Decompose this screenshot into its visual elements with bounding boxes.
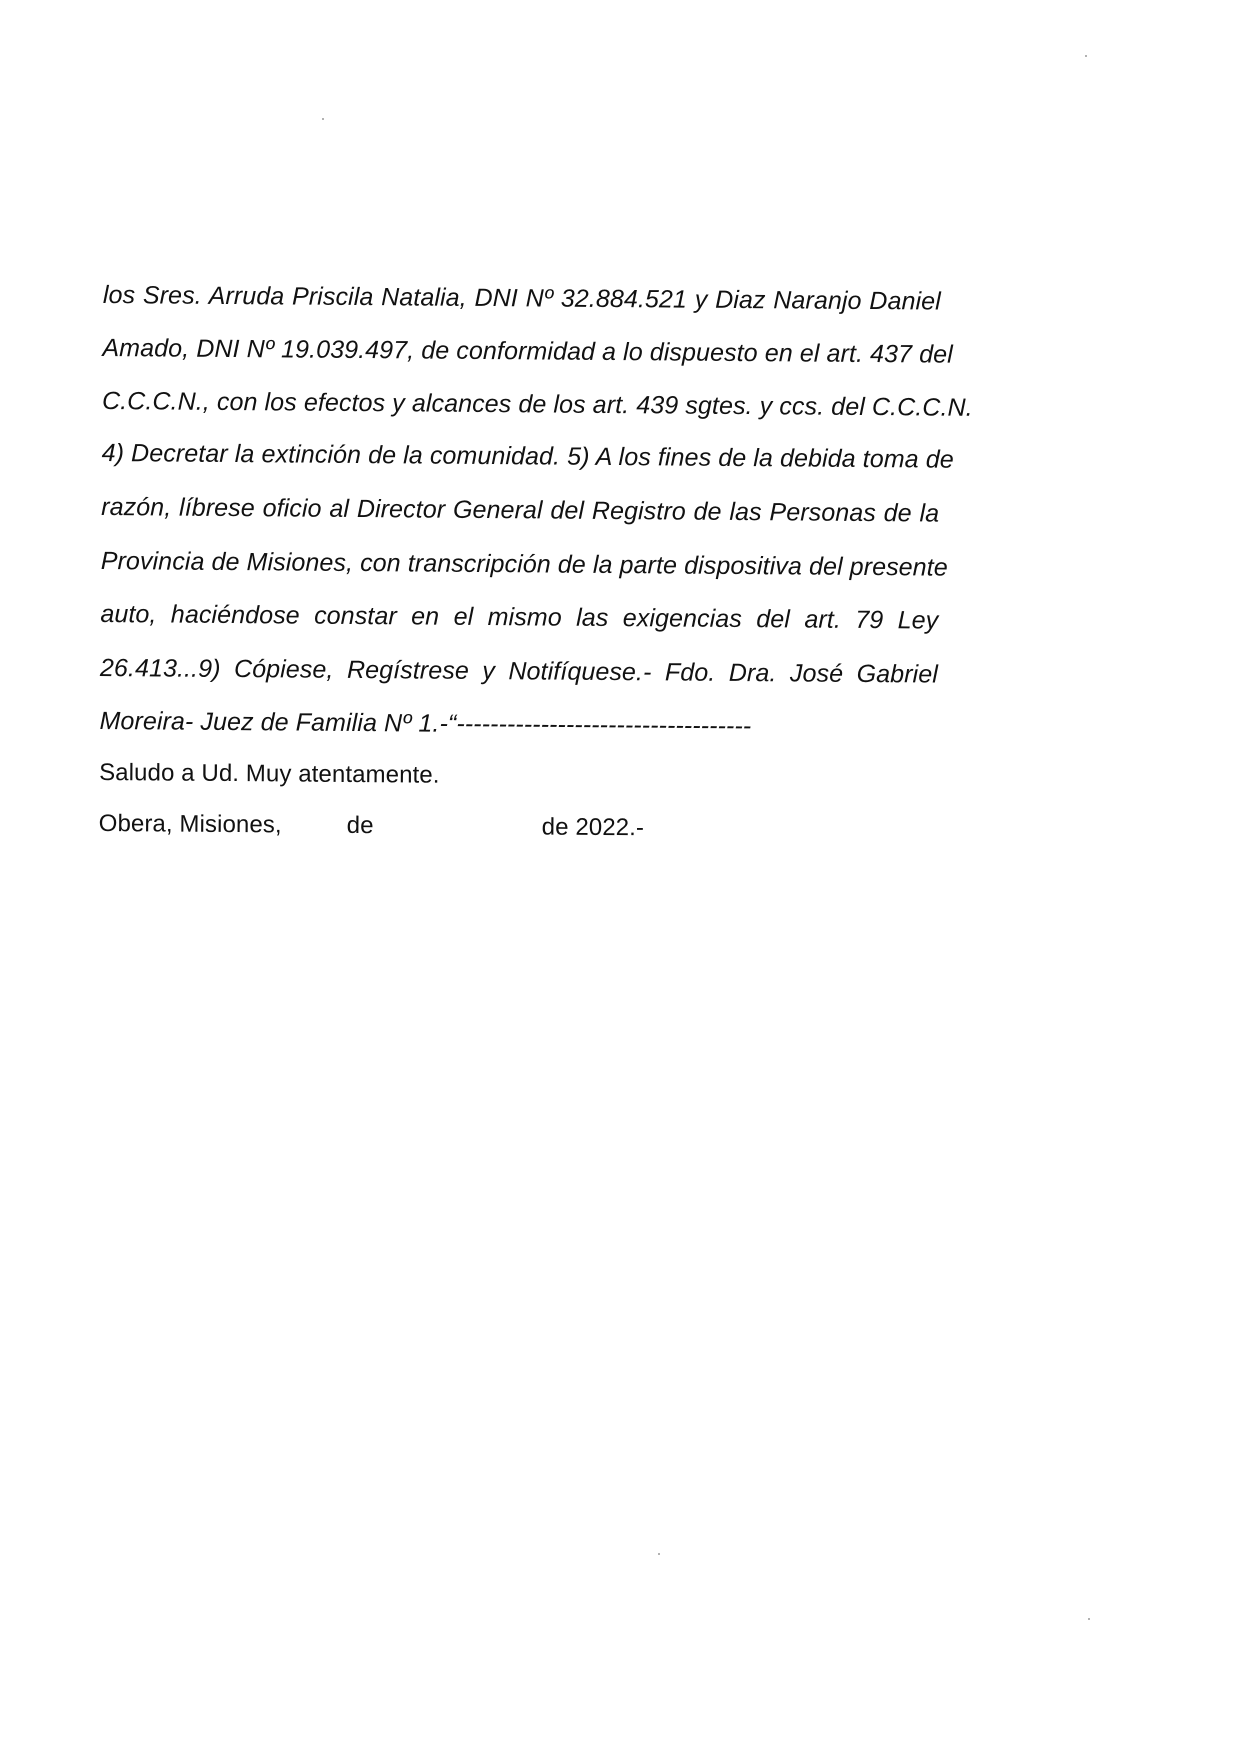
body-line: los Sres. Arruda Priscila Natalia, DNI Nº 32.884.521 y Diaz Naranjo Daniel bbox=[102, 280, 941, 316]
body-line: Provincia de Misiones, con transcripción de la parte dispositiva del presente bbox=[100, 546, 948, 582]
date-place: Obera, Misiones, bbox=[98, 809, 282, 839]
scan-speck bbox=[322, 118, 324, 120]
body-line: Amado, DNI Nº 19.039.497, de conformidad a lo dispuesto en el art. 437 del bbox=[102, 333, 953, 369]
body-line: auto, haciéndose constar en el mismo las exigencias del art. 79 Ley bbox=[100, 599, 939, 635]
scan-speck bbox=[1088, 1618, 1090, 1620]
closing-text: Saludo a Ud. Muy atentamente. bbox=[99, 758, 440, 789]
signature-line: Moreira- Juez de Familia Nº 1.-“----------------------------------- bbox=[99, 706, 752, 741]
body-line: 4) Decretar la extinción de la comunidad. 5) A los fines de la debida toma de bbox=[101, 438, 954, 474]
body-line: razón, líbrese oficio al Director General del Registro de las Personas de la bbox=[101, 492, 940, 528]
date-day-label: de bbox=[346, 811, 374, 840]
body-line: C.C.C.N., con los efectos y alcances de los art. 439 sgtes. y ccs. del C.C.C.N. bbox=[101, 386, 973, 422]
scan-speck bbox=[658, 1553, 660, 1555]
date-year: de 2022.- bbox=[541, 813, 645, 842]
document-body bbox=[98, 280, 973, 842]
body-line: 26.413...9) Cópiese, Regístrese y Notifíquese.- Fdo. Dra. José Gabriel bbox=[99, 653, 939, 689]
scan-speck bbox=[1085, 55, 1087, 57]
